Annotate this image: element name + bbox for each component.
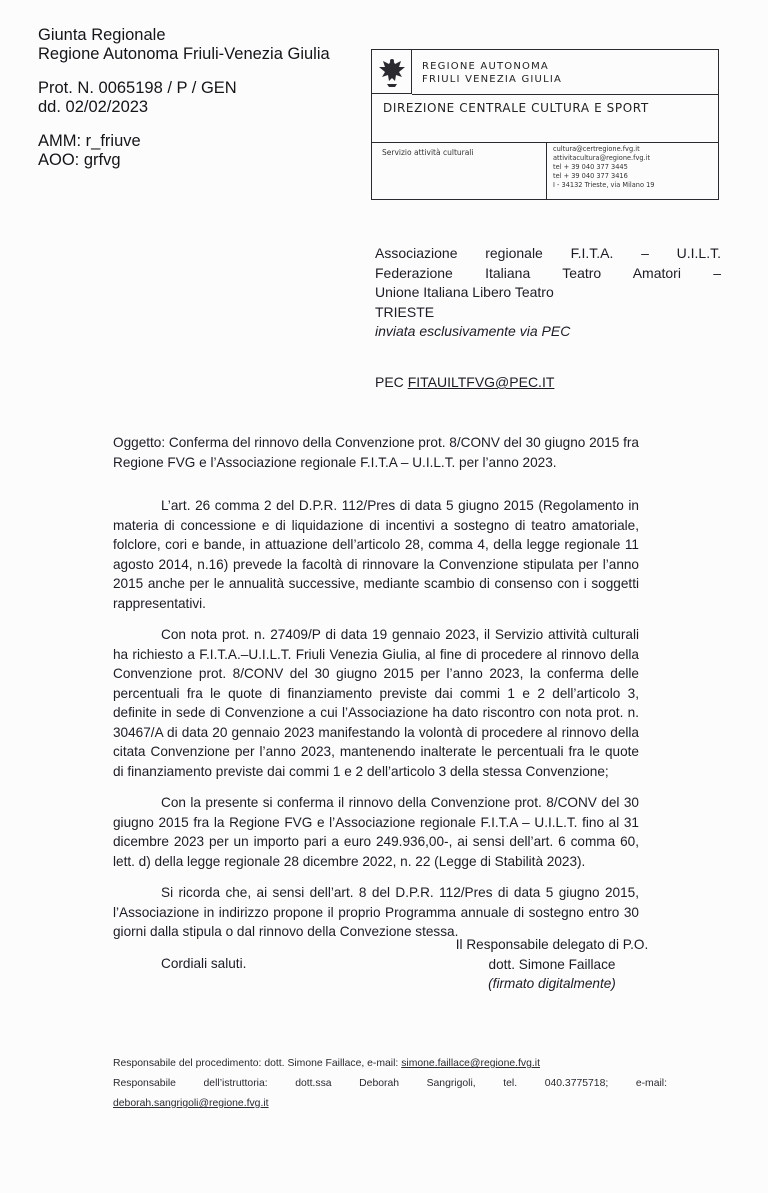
region-logo bbox=[372, 50, 412, 94]
letter-body bbox=[113, 433, 639, 973]
footer-procedure-label: Responsabile del procedimento: dott. Simone Faillace, e-mail: bbox=[113, 1058, 399, 1069]
contact-line: I - 34132 Trieste, via Milano 19 bbox=[553, 181, 655, 189]
body-paragraph: Si ricorda che, ai sensi dell’art. 8 del D.P.R. 112/Pres di data 5 giugno 2015, l’Associazione in indirizzo propone il proprio Programma annuale di sostegno entro 30 giorni dalla stipula o dal rinnovo della Convezione stessa. bbox=[113, 885, 639, 939]
footer-word: dell’istruttoria: bbox=[203, 1078, 268, 1089]
pec-address-link[interactable]: FITAUILTFVG@PEC.IT bbox=[407, 374, 555, 390]
contact-line: cultura@certregione.fvg.it bbox=[553, 145, 640, 153]
letterhead-box bbox=[371, 49, 719, 200]
footer-block bbox=[113, 1054, 667, 1114]
footer-line-instructor bbox=[113, 1074, 667, 1094]
stamp-protocol-number: Prot. N. 0065198 / P / GEN bbox=[38, 79, 237, 97]
stamp-line-giunta: Giunta Regionale bbox=[38, 26, 166, 44]
footer-line-procedure bbox=[113, 1054, 667, 1074]
footer-word: e-mail: bbox=[635, 1078, 667, 1089]
contact-line: tel + 39 040 377 3416 bbox=[553, 172, 628, 180]
region-name-line2: FRIULI VENEZIA GIULIA bbox=[422, 74, 563, 85]
stamp-date: dd. 02/02/2023 bbox=[38, 98, 149, 116]
stamp-amm: AMM: r_friuve bbox=[38, 132, 141, 150]
addressee-delivery-note: inviata esclusivamente via PEC bbox=[375, 323, 571, 339]
addressee-line: Federazione Italiana Teatro Amatori – bbox=[375, 264, 721, 281]
contact-line: attivitacultura@regione.fvg.it bbox=[553, 154, 651, 162]
addressee-line: Unione Italiana Libero Teatro bbox=[375, 284, 554, 300]
service-name: Servizio attività culturali bbox=[382, 148, 474, 157]
closing-greeting: Cordiali saluti. bbox=[161, 955, 247, 971]
eagle-crest-icon bbox=[377, 55, 407, 89]
contact-line: tel + 39 040 377 3445 bbox=[553, 163, 628, 171]
body-paragraph: L’art. 26 comma 2 del D.P.R. 112/Pres di data 5 giugno 2015 (Regolamento in materia di concessione e di liquidazione di incentivi a sostegno di teatro amatoriale, folclore, cori e bande, in attuazione dell’articolo 28, comma 4, della legge regionale 11 agosto 2014, n.16) prevede la facoltà di rinnovare la Convenzione stipulata per l’anno 2015 anche per le annualità successive, mediante scambio di consenso con i soggetti rappresentativi. bbox=[113, 498, 639, 611]
footer-word: Responsabile bbox=[113, 1078, 176, 1089]
signature-block bbox=[442, 935, 662, 994]
stamp-aoo: AOO: grfvg bbox=[38, 151, 121, 169]
addressee-block bbox=[375, 244, 721, 342]
footer-word: tel. bbox=[503, 1078, 518, 1089]
footer-procedure-email-link[interactable]: simone.faillace@regione.fvg.it bbox=[401, 1058, 540, 1069]
footer-word: Sangrigoli, bbox=[426, 1078, 476, 1089]
footer-word: 040.3775718; bbox=[544, 1078, 609, 1089]
body-paragraph: Con nota prot. n. 27409/P di data 19 gennaio 2023, il Servizio attività culturali ha richiesto a F.I.T.A.–U.I.L.T. Friuli Venezia Giulia, al fine di procedere al rinnovo della Convenzione prot. 8/CONV del 30 giugno 2015 per l’anno 2023, la conferma delle percentuali fra le quote di finanziamento previste dai commi 1 e 2 dell’articolo 3, definite in sede di Convenzione a cui l’Associazione ha dato riscontro con nota prot. n. 30467/A di data 20 gennaio 2023 manifestando la volontà di procedere al rinnovo della citata Convenzione per l’anno 2023, mantenendo inalterate le percentuali fra le quote di finanziamento previste dai commi 1 e 2 dell’articolo 3 della stessa Convenzione; bbox=[113, 627, 639, 779]
service-contacts bbox=[553, 145, 654, 190]
pec-line bbox=[375, 374, 554, 390]
footer-word: Deborah bbox=[359, 1078, 400, 1089]
footer-line-email bbox=[113, 1094, 667, 1114]
stamp-line-region: Regione Autonoma Friuli-Venezia Giulia bbox=[38, 45, 330, 63]
signature-note: (firmato digitalmente) bbox=[488, 976, 616, 991]
footer-instructor-email-link[interactable]: deborah.sangrigoli@regione.fvg.it bbox=[113, 1098, 269, 1109]
footer-word: dott.ssa bbox=[295, 1078, 332, 1089]
addressee-city: TRIESTE bbox=[375, 303, 435, 320]
body-paragraph: Con la presente si conferma il rinnovo della Convenzione prot. 8/CONV del 30 giugno 2015 fra la Regione FVG e l’Associazione regionale F.I.T.A – U.I.L.T. fino al 31 dicembre 2023 per un importo pari a euro 249.936,00-, ai sensi dell’art. 6 comma 60, lett. d) della legge regionale 28 dicembre 2022, n. 22 (Legge di Stabilità 2023). bbox=[113, 795, 639, 869]
signature-name: dott. Simone Faillace bbox=[488, 956, 616, 972]
subject-line: Oggetto: Conferma del rinnovo della Convenzione prot. 8/CONV del 30 giugno 2015 fra Regione FVG e l’Associazione regionale F.I.T.A – U.I.L.T. per l’anno 2023. bbox=[113, 435, 639, 470]
addressee-line: Associazione regionale F.I.T.A. – U.I.L.T. bbox=[375, 245, 721, 261]
pec-label: PEC bbox=[375, 374, 404, 390]
protocol-stamp bbox=[38, 26, 330, 170]
region-name-line1: REGIONE AUTONOMA bbox=[422, 61, 549, 72]
department-name: DIREZIONE CENTRALE CULTURA E SPORT bbox=[383, 101, 649, 115]
region-name bbox=[422, 60, 562, 86]
signature-role: Il Responsabile delegato di P.O. bbox=[455, 937, 649, 952]
